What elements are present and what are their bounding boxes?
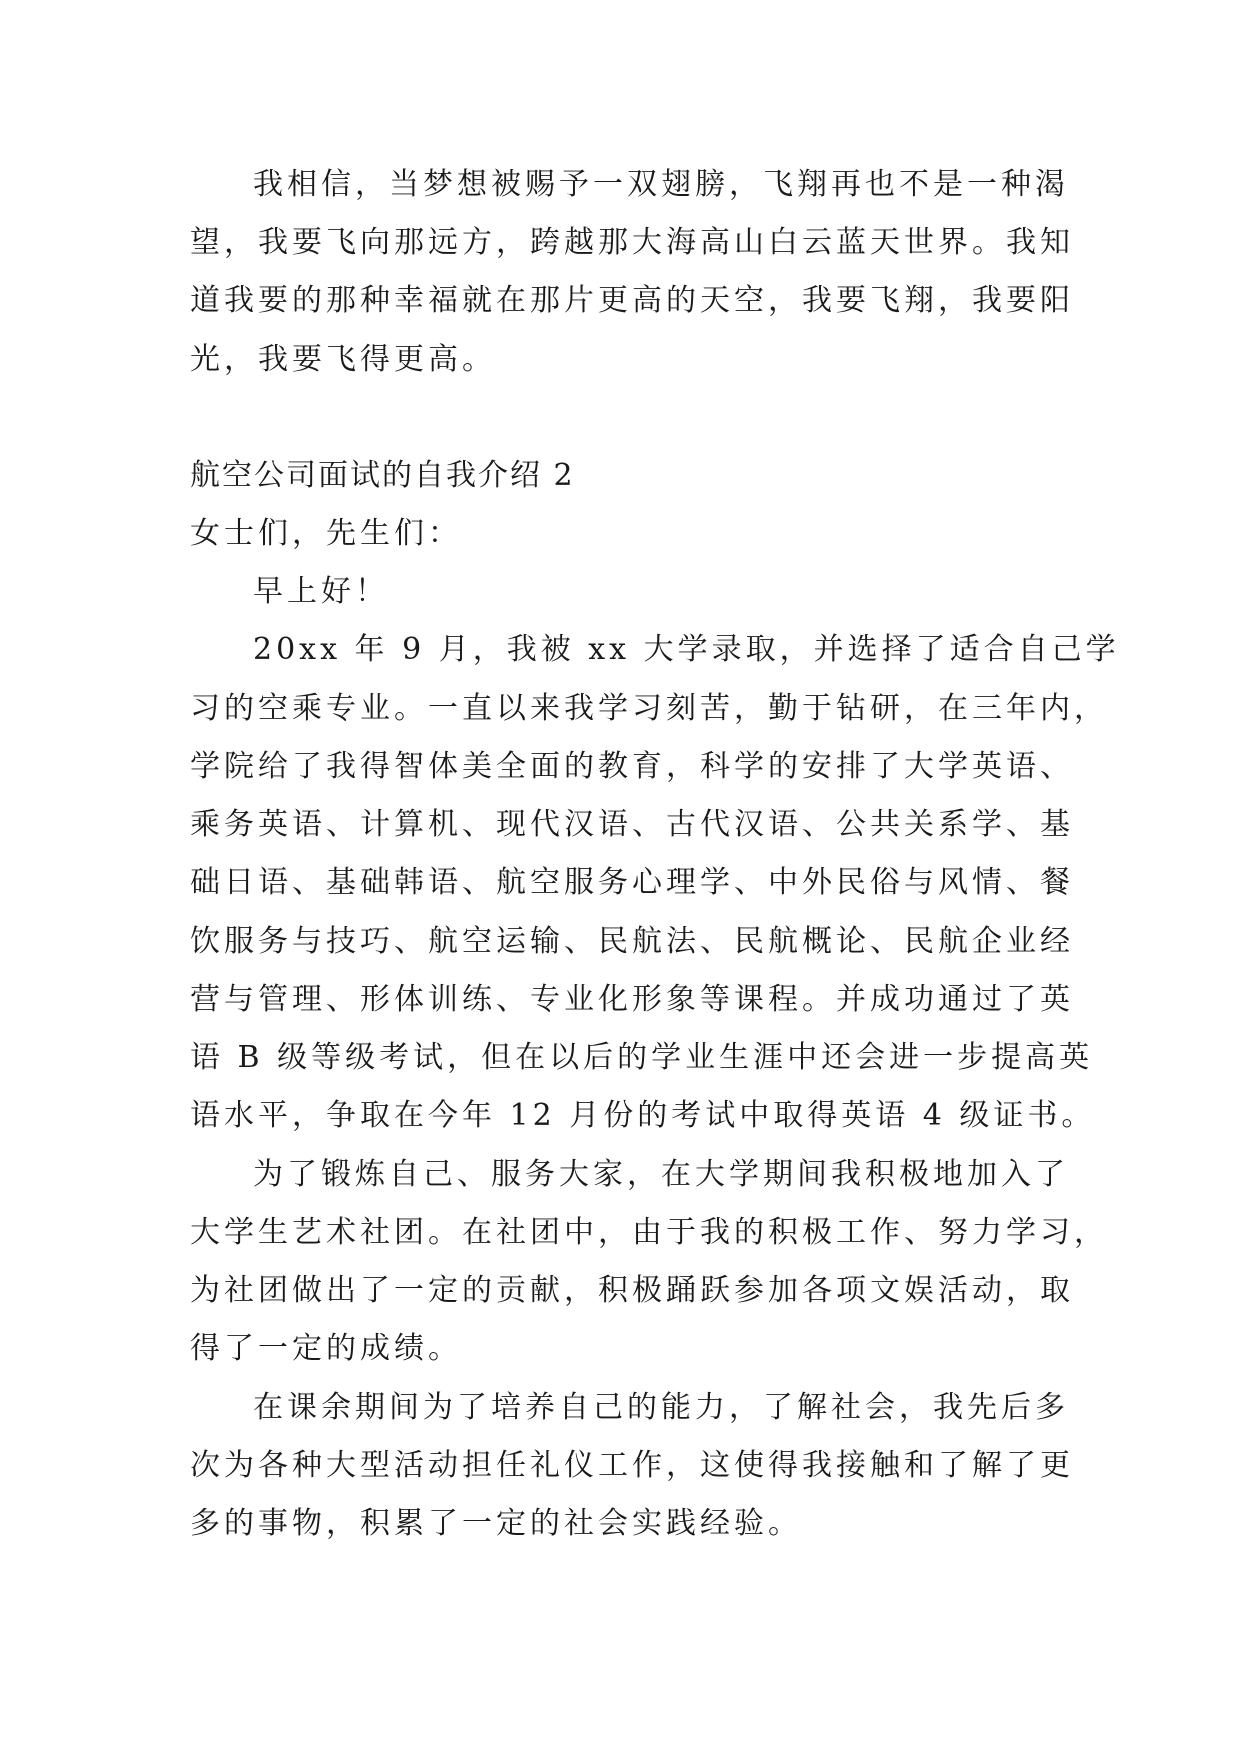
paragraph-line: 习的空乘专业。一直以来我学习刻苦，勤于钻研，在三年内， [190,691,1108,726]
greeting: 早上好！ [253,574,389,609]
paragraph-line: 乘务英语、计算机、现代汉语、古代汉语、公共关系学、基 [190,807,1074,842]
paragraph-line: 次为各种大型活动担任礼仪工作，这使得我接触和了解了更 [190,1448,1074,1483]
paragraph-line: 道我要的那种幸福就在那片更高的天空，我要飞翔，我要阳 [190,283,1074,318]
paragraph-line: 语 B 级等级考试，但在以后的学业生涯中还会进一步提高英 [190,1040,1094,1075]
paragraph-line: 语水平，争取在今年 12 月份的考试中取得英语 4 级证书。 [190,1098,1096,1133]
paragraph-line: 望，我要飞向那远方，跨越那大海高山白云蓝天世界。我知 [190,225,1074,260]
paragraph-line: 在课余期间为了培养自己的能力，了解社会，我先后多 [253,1390,1069,1425]
paragraph-line: 为社团做出了一定的贡献，积极踊跃参加各项文娱活动，取 [190,1273,1074,1308]
paragraph-line: 得了一定的成绩。 [190,1331,462,1366]
salutation: 女士们，先生们： [190,516,462,551]
paragraph-line: 为了锻炼自己、服务大家，在大学期间我积极地加入了 [253,1157,1069,1192]
paragraph-line: 营与管理、形体训练、专业化形象等课程。并成功通过了英 [190,982,1074,1017]
paragraph-line: 多的事物，积累了一定的社会实践经验。 [190,1506,802,1541]
paragraph-line: 础日语、基础韩语、航空服务心理学、中外民俗与风情、餐 [190,865,1074,900]
paragraph-line: 我相信，当梦想被赐予一双翅膀，飞翔再也不是一种渴 [253,167,1069,202]
section-title: 航空公司面试的自我介绍 2 [190,458,575,493]
paragraph-line: 光，我要飞得更高。 [190,342,496,377]
paragraph-line: 学院给了我得智体美全面的教育，科学的安排了大学英语、 [190,749,1074,784]
paragraph-line: 饮服务与技巧、航空运输、民航法、民航概论、民航企业经 [190,924,1074,959]
paragraph-line: 20xx 年 9 月，我被 xx 大学录取，并选择了适合自己学 [253,632,1120,667]
paragraph-line: 大学生艺术社团。在社团中，由于我的积极工作、努力学习， [190,1215,1108,1250]
